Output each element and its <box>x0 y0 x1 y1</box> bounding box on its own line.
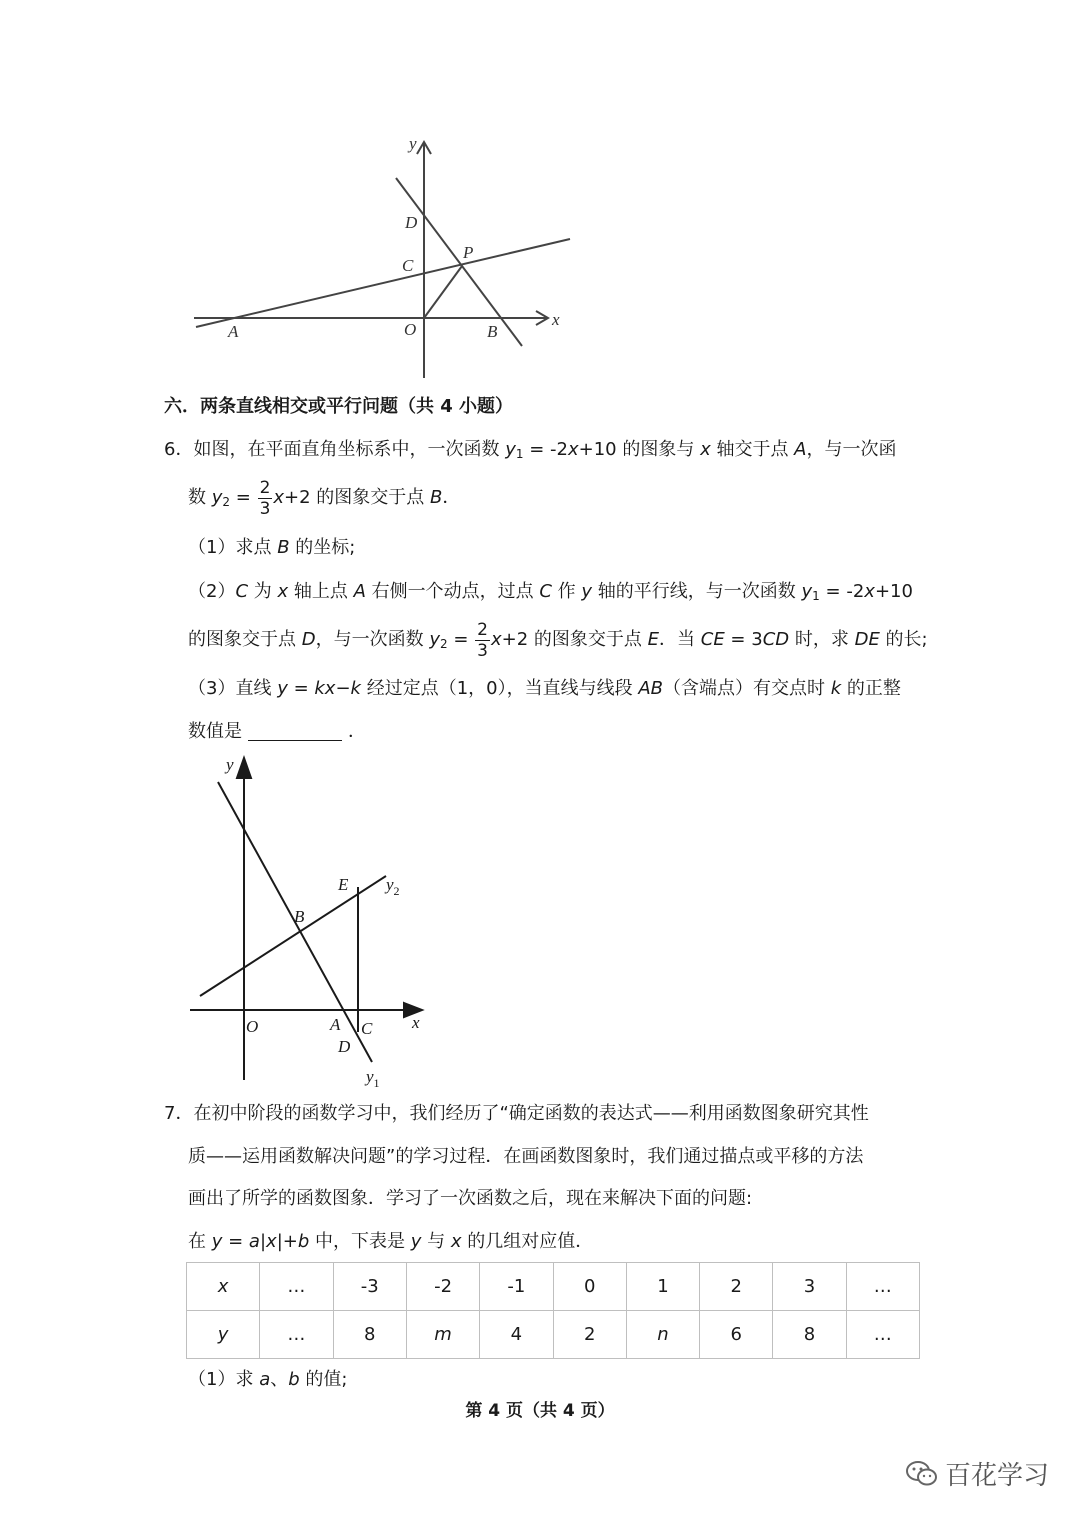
watermark-text: 百花学习 <box>945 1461 1050 1491</box>
y-axis-arrow <box>237 758 251 778</box>
table-cell: -3 <box>333 1263 406 1311</box>
q7-line2: 质——运用函数解决问题”的学习过程．在画函数图象时，我们通过描点或平移的方法 <box>188 1146 864 1167</box>
table-cell: 8 <box>333 1311 406 1359</box>
table-cell: … <box>846 1263 919 1311</box>
table-cell: 2 <box>700 1263 773 1311</box>
wechat-icon <box>905 1459 939 1489</box>
label-c: C <box>361 1019 373 1038</box>
label-y1: $y_1$ <box>366 1067 380 1090</box>
table-row-y <box>187 1311 920 1359</box>
answer-blank[interactable] <box>248 720 342 741</box>
q6-part1: （1）求点 B 的坐标; <box>188 537 356 558</box>
label-a: A <box>228 322 239 341</box>
watermark <box>905 1455 1049 1492</box>
table-cell: 8 <box>773 1311 846 1359</box>
line-ac <box>196 239 570 327</box>
table-cell: … <box>846 1311 919 1359</box>
table-cell: … <box>260 1311 333 1359</box>
label-c: C <box>402 256 414 275</box>
q7-line3: 画出了所学的函数图象．学习了一次函数之后，现在来解决下面的问题: <box>188 1188 753 1209</box>
table-cell: y <box>187 1311 260 1359</box>
page-footer: 第 4 页（共 4 页） <box>465 1401 615 1421</box>
table-cell: -2 <box>406 1263 479 1311</box>
label-a: A <box>330 1015 341 1034</box>
table-cell: 1 <box>626 1263 699 1311</box>
table-cell: 6 <box>700 1311 773 1359</box>
label-x: x <box>412 1013 420 1032</box>
label-o: O <box>246 1017 259 1036</box>
table-cell: 2 <box>553 1311 626 1359</box>
q6-line2: 数 $y_2$ = $\frac{2}{3}$ x+2 的图象交于点 B． <box>188 477 461 519</box>
label-y: y <box>409 134 417 153</box>
q6-part2-line2: 的图象交于点 D，与一次函数 $y_2$ = $\frac{2}{3}$ x+2 的图象交于点 E．当 CE = 3CD 时，求 DE 的长; <box>188 619 928 661</box>
q6-part3-line2: 数值是 ． <box>188 721 366 742</box>
label-y2: $y_2$ <box>386 875 400 898</box>
table-row-x <box>187 1263 920 1311</box>
label-y: y <box>226 755 234 774</box>
label-d: D <box>405 213 418 232</box>
table-cell: -1 <box>480 1263 553 1311</box>
table-cell: x <box>187 1263 260 1311</box>
label-b: B <box>487 322 498 341</box>
figure-1-graph <box>180 130 580 385</box>
table-cell: 4 <box>480 1311 553 1359</box>
value-table <box>186 1262 920 1359</box>
label-o: O <box>404 320 417 339</box>
fraction-two-thirds: $\frac{2}{3}$ <box>259 477 271 519</box>
q6-line1: 6．如图，在平面直角坐标系中，一次函数 $y_1 = -2x+10$ 的图象与 x 轴交于点 A，与一次函 <box>164 439 897 461</box>
label-x: x <box>552 310 560 329</box>
table-cell: 0 <box>553 1263 626 1311</box>
q6-part3-line1: （3）直线 y = kx−k 经过定点（1，0），当直线与线段 AB（含端点）有交点时 k 的正整 <box>188 678 901 699</box>
table-cell: n <box>626 1311 699 1359</box>
table-cell: … <box>260 1263 333 1311</box>
table-cell: 3 <box>773 1263 846 1311</box>
q6-part2-line1: （2）C 为 x 轴上点 A 右侧一个动点，过点 C 作 y 轴的平行线，与一次函数 $y_1 = -2x+10$ <box>188 581 913 603</box>
figure-2-graph <box>180 750 440 1095</box>
fraction-two-thirds: $\frac{2}{3}$ <box>477 619 488 661</box>
label-e: E <box>338 875 349 894</box>
section-heading: 六．两条直线相交或平行问题（共 4 小题） <box>164 396 514 417</box>
q7-line1: 7．在初中阶段的函数学习中，我们经历了“确定函数的表达式——利用函数图象研究其性 <box>164 1103 869 1124</box>
label-p: P <box>463 243 474 262</box>
table-cell: m <box>406 1311 479 1359</box>
q7-line4: 在 y = a|x|+b 中，下表是 y 与 x 的几组对应值． <box>188 1231 594 1252</box>
segment-op <box>424 266 462 318</box>
label-d: D <box>338 1037 351 1056</box>
q7-part1: （1）求 a、b 的值; <box>188 1369 348 1390</box>
label-b: B <box>294 907 305 926</box>
